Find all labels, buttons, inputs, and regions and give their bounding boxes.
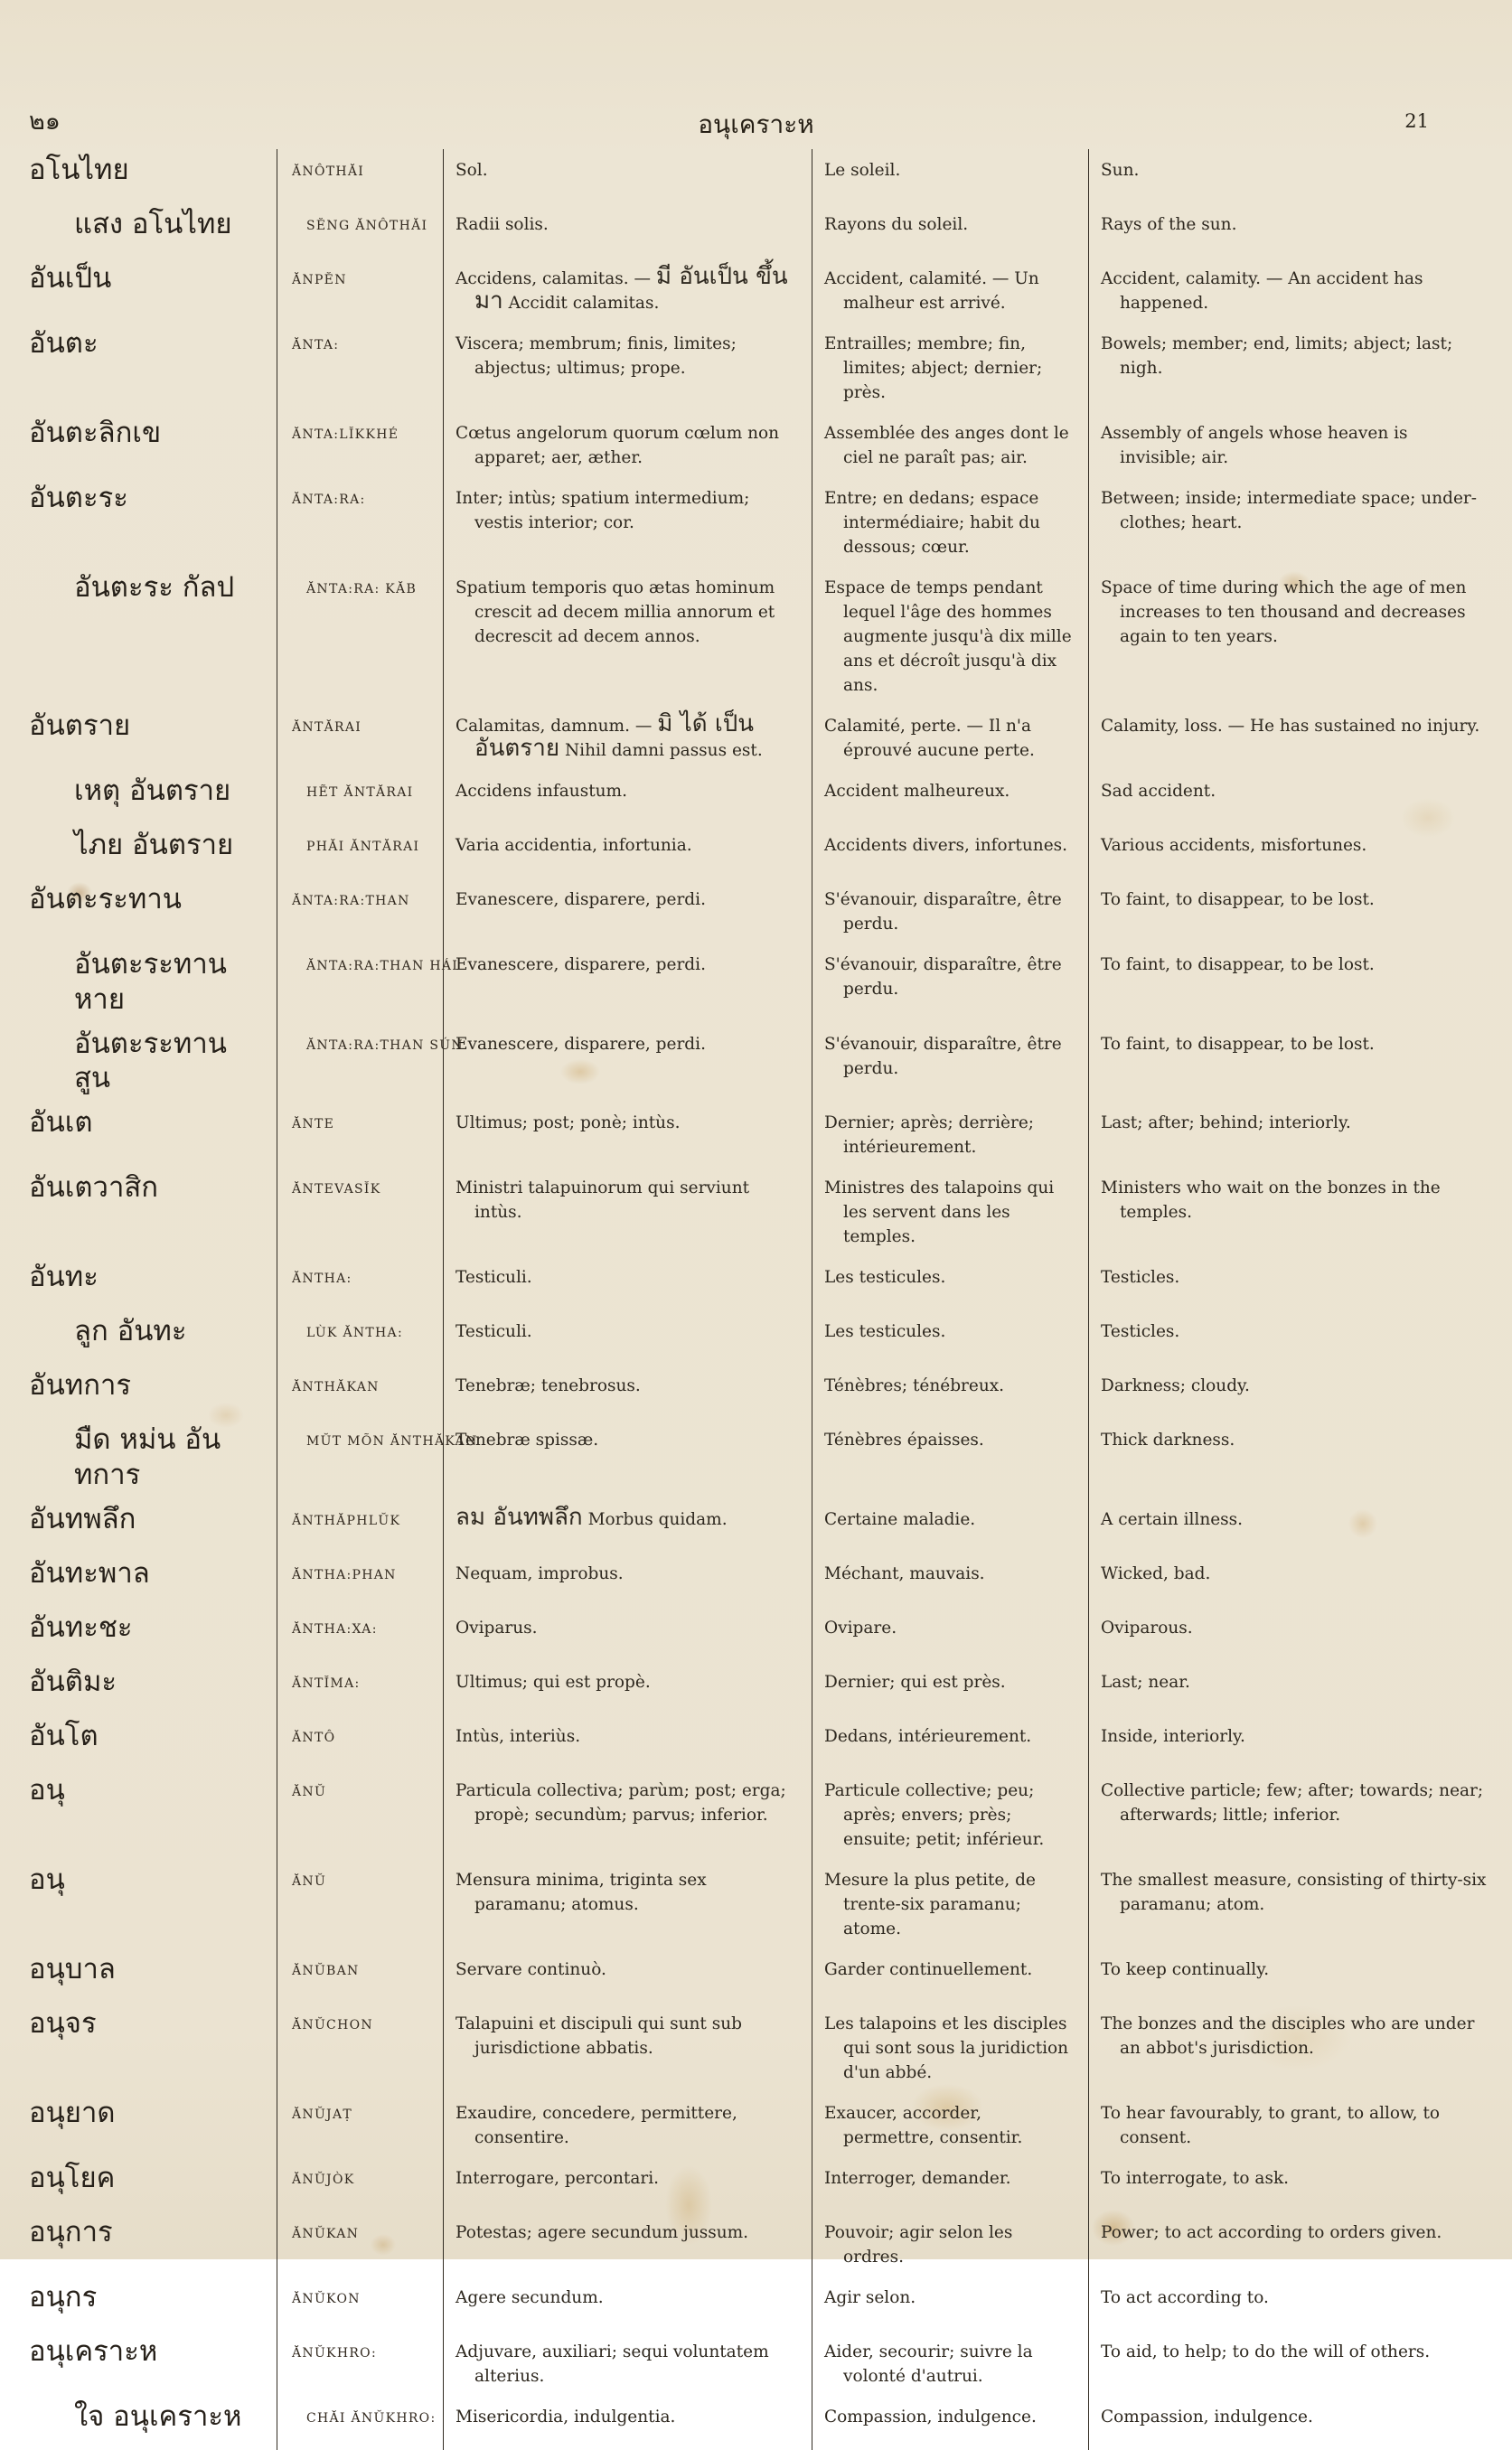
latin-text: Interrogare, percontari. (455, 2168, 660, 2188)
latin-text: Ministri talapuinorum qui serviunt intùs. (455, 1178, 750, 1222)
latin-definition-cell (443, 1167, 812, 1256)
english-definition-cell: Assembly of angels whose heaven is invisible; air. (1088, 412, 1498, 477)
latin-text: Particula collectiva; parùm; post; erga; propè; secundùm; parvus; inferior. (455, 1780, 786, 1825)
latin-text: Nihil damni passus est. (559, 741, 763, 760)
transliteration-cell: ĂNTHĂKAN (277, 1365, 443, 1419)
latin-definition-cell (443, 2276, 812, 2331)
latin-definition-cell (443, 1256, 812, 1310)
latin-text: Radii solis. (455, 215, 549, 234)
french-definition-cell: Entre; en dedans; espace intermédiaire; habit du dessous; cœur. (812, 477, 1088, 567)
french-definition-cell: Les testicules. (812, 1256, 1088, 1310)
french-definition-cell: Ovipare. (812, 1607, 1088, 1661)
latin-definition-cell (443, 705, 812, 770)
french-definition-cell: Accident malheureux. (812, 770, 1088, 824)
transliteration-cell: CHĂI ĂNŬKHRO: (277, 2396, 443, 2450)
english-definition-cell: Bowels; member; end, limits; abject; last; nigh. (1088, 323, 1498, 412)
english-definition-cell: To aid, to help; to do the will of others. (1088, 2331, 1498, 2396)
latin-definition-cell (443, 1715, 812, 1769)
table-row (27, 323, 1498, 412)
table-row (27, 1102, 1498, 1167)
french-definition-cell: Dernier; qui est près. (812, 1661, 1088, 1715)
transliteration-cell: ĂNTE (277, 1102, 443, 1167)
latin-text: Varia accidentia, infortunia. (455, 836, 692, 855)
thai-word-cell: อันตะระทานหาย (74, 948, 227, 1016)
table-row (27, 1256, 1498, 1310)
transliteration-cell: ĂNŬKON (277, 2276, 443, 2331)
french-definition-cell: Espace de temps pendant lequel l'âge des hommes augmente jusqu'à dix mille ans et décroît jusqu'à dix ans. (812, 567, 1088, 705)
english-definition-cell: Testicles. (1088, 1310, 1498, 1365)
latin-text: Inter; intùs; spatium intermedium; vestis interior; cor. (455, 489, 750, 532)
table-row (27, 705, 1498, 770)
transliteration-cell: ĂNTHĂPHLŬK (277, 1498, 443, 1553)
english-definition-cell: Wicked, bad. (1088, 1553, 1498, 1607)
latin-text: Evanescere, disparere, perdi. (455, 955, 706, 974)
latin-definition-cell (443, 2003, 812, 2092)
table-row (27, 1948, 1498, 2003)
latin-definition-cell (443, 1419, 812, 1498)
latin-definition-cell (443, 1310, 812, 1365)
english-definition-cell: Between; inside; intermediate space; under-clothes; heart. (1088, 477, 1498, 567)
thai-word-cell: อันทการ (29, 1369, 132, 1402)
table-row (27, 2396, 1498, 2450)
table-row (27, 2331, 1498, 2396)
french-definition-cell: S'évanouir, disparaître, être perdu. (812, 878, 1088, 943)
transliteration-cell: ĂNPĔN (277, 258, 443, 323)
transliteration-cell: ĂNTA: (277, 323, 443, 412)
table-row (27, 878, 1498, 943)
thai-word-cell: อนุการ (29, 2215, 113, 2248)
latin-text: Calamitas, damnum. — (455, 717, 658, 736)
french-definition-cell: Mesure la plus petite, de trente-six paramanu; atome. (812, 1859, 1088, 1948)
french-definition-cell: Exaucer, accorder, permettre, consentir. (812, 2092, 1088, 2157)
latin-definition-cell (443, 2396, 812, 2450)
english-definition-cell: To interrogate, to ask. (1088, 2157, 1498, 2211)
french-definition-cell: Ministres des talapoins qui les servent dans les temples. (812, 1167, 1088, 1256)
transliteration-cell: ĂNŬKAN (277, 2211, 443, 2276)
latin-definition-cell (443, 323, 812, 412)
transliteration-cell: ĂNŬCHON (277, 2003, 443, 2092)
latin-definition-cell (443, 203, 812, 258)
latin-text: Exaudire, concedere, permittere, consentire. (455, 2103, 737, 2147)
transliteration-cell: ĂNTĬMA: (277, 1661, 443, 1715)
latin-definition-cell (443, 412, 812, 477)
french-definition-cell: Assemblée des anges dont le ciel ne paraît pas; air. (812, 412, 1088, 477)
english-definition-cell: To faint, to disappear, to be lost. (1088, 1023, 1498, 1103)
latin-text: Viscera; membrum; finis, limites; abjectus; ultimus; prope. (455, 334, 737, 378)
french-definition-cell: Pouvoir; agir selon les ordres. (812, 2211, 1088, 2276)
thai-word-cell: อันทะชะ (29, 1610, 133, 1644)
latin-definition-cell (443, 149, 812, 203)
french-definition-cell: Le soleil. (812, 149, 1088, 203)
french-definition-cell: S'évanouir, disparaître, être perdu. (812, 1023, 1088, 1103)
latin-text: Spatium temporis quo ætas hominum crescit ad decem millia annorum et decrescit ad decem annos. (455, 578, 775, 646)
transliteration-cell: LÙK ĂNTHA: (277, 1310, 443, 1365)
table-row (27, 2003, 1498, 2092)
latin-text: Agere secundum. (455, 2287, 604, 2307)
table-row (27, 1498, 1498, 1553)
transliteration-cell: ĂNTA:RA:THAN SÚN (277, 1023, 443, 1103)
thai-word-cell: อนุเคราะห (29, 2334, 158, 2368)
english-definition-cell: To hear favourably, to grant, to allow, to consent. (1088, 2092, 1498, 2157)
thai-word-cell: อันเตวาสิก (29, 1171, 159, 1204)
english-definition-cell: To act according to. (1088, 2276, 1498, 2331)
english-definition-cell: Sad accident. (1088, 770, 1498, 824)
english-definition-cell: Sun. (1088, 149, 1498, 203)
thai-word-cell: อันตะระทาน (29, 883, 182, 915)
latin-text: Intùs, interiùs. (455, 1726, 581, 1746)
table-row (27, 1661, 1498, 1715)
transliteration-cell: ĂNŬKHRO: (277, 2331, 443, 2396)
table-row (27, 1310, 1498, 1365)
latin-text: Testiculi. (455, 1322, 532, 1341)
transliteration-cell: ĂNTĂRAI (277, 705, 443, 770)
transliteration-cell: ĂNŬJAṬ (277, 2092, 443, 2157)
thai-word-cell: อนุจร (29, 2006, 97, 2040)
table-row (27, 477, 1498, 567)
latin-definition-cell (443, 1553, 812, 1607)
latin-text: Accidens, calamitas. — (455, 269, 656, 288)
thai-word-cell: อันทพลึก (29, 1502, 136, 1535)
transliteration-cell: MŬT MÕN ĂNTHĂKAN (277, 1419, 443, 1498)
thai-word-cell: อนุโยค (29, 2161, 116, 2194)
transliteration-cell: PHĂI ĂNTĂRAI (277, 824, 443, 878)
thai-inline-text: มิ ได้ เป็น อันตราย (474, 710, 755, 762)
latin-definition-cell (443, 1769, 812, 1859)
thai-word-cell: อันตะ (29, 327, 99, 360)
thai-word-cell: อนุกร (29, 2280, 98, 2314)
latin-definition-cell (443, 1661, 812, 1715)
french-definition-cell: Entrailles; membre; fin, limites; abject; dernier; près. (812, 323, 1088, 412)
thai-word-cell: อโนไทย (29, 154, 129, 186)
latin-text: Misericordia, indulgentia. (455, 2407, 676, 2427)
latin-definition-cell (443, 477, 812, 567)
latin-text: Sol. (455, 161, 488, 180)
thai-word-cell: อันตราย (29, 709, 131, 742)
latin-definition-cell (443, 1365, 812, 1419)
table-row (27, 2092, 1498, 2157)
table-row (27, 567, 1498, 705)
latin-text: Evanescere, disparere, perdi. (455, 890, 706, 909)
french-definition-cell: S'évanouir, disparaître, être perdu. (812, 943, 1088, 1023)
thai-word-cell: อันทะพาล (29, 1556, 150, 1590)
table-row (27, 2276, 1498, 2331)
latin-text: Potestas; agere secundum jussum. (455, 2222, 749, 2242)
latin-definition-cell (443, 943, 812, 1023)
latin-definition-cell (443, 2331, 812, 2396)
french-definition-cell: Accident, calamité. — Un malheur est arrivé. (812, 258, 1088, 323)
page-title: อนุเคราะห (698, 109, 814, 139)
latin-definition-cell (443, 1102, 812, 1167)
table-row (27, 943, 1498, 1023)
transliteration-cell: ĂNTHA: (277, 1256, 443, 1310)
transliteration-cell: ĂNTEVASĬK (277, 1167, 443, 1256)
latin-text: Morbus quidam. (582, 1509, 728, 1529)
french-definition-cell: Aider, secourir; suivre la volonté d'autrui. (812, 2331, 1088, 2396)
french-definition-cell: Ténèbres épaisses. (812, 1419, 1088, 1498)
table-row (27, 1167, 1498, 1256)
english-definition-cell: Accident, calamity. — An accident has happened. (1088, 258, 1498, 323)
transliteration-cell: ĂNTA:RA:THAN HÁI (277, 943, 443, 1023)
english-definition-cell: The smallest measure, consisting of thirty-six paramanu; atom. (1088, 1859, 1498, 1948)
french-definition-cell: Certaine maladie. (812, 1498, 1088, 1553)
english-definition-cell: Inside, interiorly. (1088, 1715, 1498, 1769)
latin-definition-cell (443, 2092, 812, 2157)
thai-inline-text: ลม อันทพลึก (455, 1503, 583, 1531)
transliteration-cell: ĂNTA:RA: (277, 477, 443, 567)
thai-word-cell: อันตะลิกเข (29, 417, 162, 449)
latin-text: Talapuini et discipuli qui sunt sub jurisdictione abbatis. (455, 2014, 742, 2058)
latin-text: Ultimus; qui est propè. (455, 1672, 651, 1692)
latin-definition-cell (443, 2211, 812, 2276)
thai-word-cell: อันตะระ (29, 482, 128, 514)
thai-word-cell: ไภย อันตราย (74, 829, 234, 861)
latin-text: Servare continuò. (455, 1959, 606, 1979)
latin-definition-cell (443, 567, 812, 705)
latin-text: Mensura minima, triginta sex paramanu; atomus. (455, 1870, 707, 1914)
latin-definition-cell (443, 1498, 812, 1553)
thai-word-cell: อนุ (29, 1773, 65, 1807)
latin-text: Evanescere, disparere, perdi. (455, 1034, 706, 1054)
latin-text: Oviparus. (455, 1618, 538, 1638)
table-row (27, 1553, 1498, 1607)
latin-definition-cell (443, 2157, 812, 2211)
english-definition-cell: To faint, to disappear, to be lost. (1088, 943, 1498, 1023)
transliteration-cell: ĂNŬ (277, 1769, 443, 1859)
thai-word-cell: อันทะ (29, 1261, 99, 1293)
thai-word-cell: อนุ (29, 1863, 65, 1896)
english-definition-cell: Power; to act according to orders given. (1088, 2211, 1498, 2276)
latin-text: Tenebræ; tenebrosus. (455, 1376, 641, 1395)
french-definition-cell: Accidents divers, infortunes. (812, 824, 1088, 878)
thai-word-cell: อันตะระทาน สูน (74, 1027, 227, 1095)
thai-word-cell: มืด หม่น อันทการ (74, 1423, 221, 1491)
thai-word-cell: ลูก อันทะ (74, 1315, 187, 1347)
table-row (27, 1769, 1498, 1859)
transliteration-cell: ĂNTHA:PHAN (277, 1553, 443, 1607)
table-row (27, 1859, 1498, 1948)
table-row (27, 258, 1498, 323)
table-row (27, 1419, 1498, 1498)
english-definition-cell: A certain illness. (1088, 1498, 1498, 1553)
transliteration-cell: ĂNTÔ (277, 1715, 443, 1769)
latin-definition-cell (443, 1607, 812, 1661)
english-definition-cell: Darkness; cloudy. (1088, 1365, 1498, 1419)
latin-definition-cell (443, 258, 812, 323)
latin-text: Testiculi. (455, 1268, 532, 1287)
transliteration-cell: ĂNTHA:XA: (277, 1607, 443, 1661)
english-definition-cell: To keep continually. (1088, 1948, 1498, 2003)
english-definition-cell: To faint, to disappear, to be lost. (1088, 878, 1498, 943)
latin-text: Tenebræ spissæ. (455, 1431, 599, 1450)
french-definition-cell: Calamité, perte. — Il n'a éprouvé aucune perte. (812, 705, 1088, 770)
table-row (27, 770, 1498, 824)
transliteration-cell: ĂNÔTHĂI (277, 149, 443, 203)
latin-definition-cell (443, 824, 812, 878)
page-number: 21 (1404, 110, 1429, 132)
english-definition-cell: Calamity, loss. — He has sustained no injury. (1088, 705, 1498, 770)
latin-text: Nequam, improbus. (455, 1563, 624, 1583)
page-header (0, 0, 1512, 149)
transliteration-cell: HẼT ĂNTĂRAI (277, 770, 443, 824)
latin-definition-cell (443, 770, 812, 824)
thai-word-cell: อันติมะ (29, 1665, 117, 1698)
table-row (27, 1023, 1498, 1103)
english-definition-cell: Last; near. (1088, 1661, 1498, 1715)
thai-word-cell: อันตะระ กัลป (74, 571, 235, 604)
french-definition-cell: Agir selon. (812, 2276, 1088, 2331)
french-definition-cell: Compassion, indulgence. (812, 2396, 1088, 2450)
table-row (27, 1365, 1498, 1419)
thai-word-cell: อนุยาด (29, 2096, 116, 2129)
table-row (27, 2157, 1498, 2211)
french-definition-cell: Méchant, mauvais. (812, 1553, 1088, 1607)
thai-word-cell: แสง อโนไทย (74, 208, 232, 240)
dictionary-table (27, 149, 1498, 2450)
english-definition-cell: Collective particle; few; after; towards; near; afterwards; little; inferior. (1088, 1769, 1498, 1859)
transliteration-cell: SĔNG ĂNÔTHĂI (277, 203, 443, 258)
english-definition-cell: Testicles. (1088, 1256, 1498, 1310)
table-row (27, 149, 1498, 203)
transliteration-cell: ĂNŬJÒK (277, 2157, 443, 2211)
english-definition-cell: Last; after; behind; interiorly. (1088, 1102, 1498, 1167)
french-definition-cell: Les testicules. (812, 1310, 1088, 1365)
english-definition-cell: Space of time during which the age of men increases to ten thousand and decreases again to ten years. (1088, 567, 1498, 705)
thai-word-cell: อนุบาล (29, 1952, 116, 1985)
french-definition-cell: Interroger, demander. (812, 2157, 1088, 2211)
thai-inline-text: มี อันเป็น ขึ้น มา (474, 263, 788, 314)
french-definition-cell: Garder continuellement. (812, 1948, 1088, 2003)
english-definition-cell: Ministers who wait on the bonzes in the temples. (1088, 1167, 1498, 1256)
french-definition-cell: Dernier; après; derrière; intérieurement. (812, 1102, 1088, 1167)
latin-definition-cell (443, 878, 812, 943)
latin-definition-cell (443, 1859, 812, 1948)
latin-definition-cell (443, 1023, 812, 1103)
latin-definition-cell (443, 1948, 812, 2003)
french-definition-cell: Dedans, intérieurement. (812, 1715, 1088, 1769)
thai-word-cell: อันเต (29, 1106, 93, 1139)
english-definition-cell: Various accidents, misfortunes. (1088, 824, 1498, 878)
transliteration-cell: ĂNTA:RA:THAN (277, 878, 443, 943)
french-definition-cell: Rayons du soleil. (812, 203, 1088, 258)
french-definition-cell: Les talapoins et les disciples qui sont sous la juridiction d'un abbé. (812, 2003, 1088, 2092)
transliteration-cell: ĂNŬ (277, 1859, 443, 1948)
latin-text: Accidens infaustum. (455, 782, 627, 801)
latin-text: Cœtus angelorum quorum cœlum non apparet; aer, æther. (455, 424, 780, 467)
french-definition-cell: Ténèbres; ténébreux. (812, 1365, 1088, 1419)
english-definition-cell: Oviparous. (1088, 1607, 1498, 1661)
transliteration-cell: ĂNŬBAN (277, 1948, 443, 2003)
english-definition-cell: Compassion, indulgence. (1088, 2396, 1498, 2450)
table-row (27, 1607, 1498, 1661)
table-row (27, 203, 1498, 258)
thai-word-cell: ใจ อนุเคราะห (74, 2399, 242, 2433)
table-row (27, 2211, 1498, 2276)
thai-word-cell: อันเป็น (29, 262, 112, 295)
table-row (27, 824, 1498, 878)
french-definition-cell: Particule collective; peu; après; envers; près; ensuite; petit; inférieur. (812, 1769, 1088, 1859)
english-definition-cell: Thick darkness. (1088, 1419, 1498, 1498)
latin-text: Ultimus; post; ponè; intùs. (455, 1113, 681, 1132)
transliteration-cell: ĂNTA:RA: KĂB (277, 567, 443, 705)
table-row (27, 1715, 1498, 1769)
english-definition-cell: The bonzes and the disciples who are under an abbot's jurisdiction. (1088, 2003, 1498, 2092)
transliteration-cell: ĂNTA:LĬKKHÉ (277, 412, 443, 477)
thai-word-cell: อันโต (29, 1719, 99, 1752)
english-definition-cell: Rays of the sun. (1088, 203, 1498, 258)
thai-word-cell: เหตุ อันตราย (74, 774, 231, 807)
table-row (27, 412, 1498, 477)
thai-page-number: ๒๑ (29, 108, 61, 136)
latin-text: Adjuvare, auxiliari; sequi voluntatem alterius. (455, 2342, 769, 2386)
latin-text: Accidit calamitas. (502, 294, 660, 313)
